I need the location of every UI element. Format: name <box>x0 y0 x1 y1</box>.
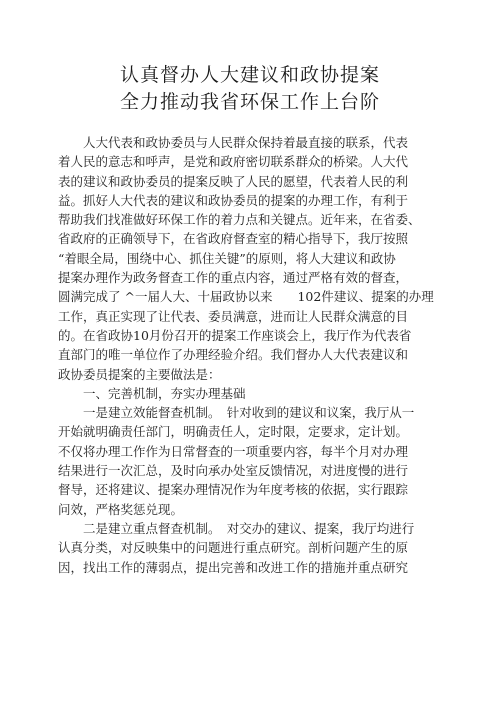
body-line: 一是建立效能督查机制。 针对收到的建议和议案，我厅从一 <box>58 405 415 421</box>
body-line: 直部门的唯一单位作了办理经验介绍。我们督办人大代表建议和 <box>58 347 409 363</box>
body-line: 因，找出工作的薄弱点，提出完善和改进工作的措施并重点研究 <box>58 559 409 575</box>
section-heading: 一、完善机制，夯实办理基础 <box>58 385 246 401</box>
body-line: “着眼全局，围绕中心、抓住关键”的原则，将人大建议和政协 <box>58 250 396 266</box>
body-line: 问效，严格奖惩兑现。 <box>58 501 184 517</box>
body-line: 帮助我们找准做好环保工作的着力点和关键点。近年来，在省委、 <box>58 212 421 228</box>
body-line: 圆满完成了 ^一届人大、十届政协以来 102件建议、提案的办理 <box>58 289 434 305</box>
body-line: 的。在省政协10月份召开的提案工作座谈会上，我厅作为代表省 <box>58 327 412 343</box>
body-line: 益。抓好人大代表的建议和政协委员的提案的办理工作，有利于 <box>58 192 409 208</box>
body-line: 着人民的意志和呼声，是党和政府密切联系群众的桥梁。人大代 <box>58 154 409 170</box>
body-line: 开始就明确责任部门，明确责任人，定时限，定要求，定计划。 <box>58 424 409 440</box>
body-line: 结果进行一次汇总，及时向承办处室反馈情况，对进度慢的进行 <box>58 463 409 479</box>
body-line: 督导，还将建议、提案办理情况作为年度考核的依据，实行跟踪 <box>58 482 409 498</box>
document-body <box>58 133 434 577</box>
body-line: 不仅将办理工作作为日常督查的一项重要内容，每半个月对办理 <box>58 443 409 459</box>
body-line: 工作，真正实现了让代表、委员满意，进而让人民群众满意的目 <box>58 308 409 324</box>
body-line: 人大代表和政协委员与人民群众保持着最直接的联系，代表 <box>58 135 409 150</box>
document-title <box>0 62 500 116</box>
title-line-2: 全力推动我省环保工作上台阶 <box>119 91 380 113</box>
body-line: 二是建立重点督查机制。 对交办的建议、提案，我厅均进行 <box>58 520 415 536</box>
body-line: 表的建议和政协委员的提案反映了人民的愿望，代表着人民的利 <box>58 173 409 189</box>
body-line: 认真分类，对反映集中的问题进行重点研究。剖析问题产生的原 <box>58 540 409 556</box>
body-line: 省政府的正确领导下，在省政府督查室的精心指导下，我厅按照 <box>58 231 409 247</box>
body-line: 提案办理作为政务督查工作的重点内容，通过严格有效的督查， <box>58 270 409 286</box>
body-line: 政协委员提案的主要做法是： <box>58 366 221 382</box>
title-line-1: 认真督办人大建议和政协提案 <box>119 64 380 86</box>
